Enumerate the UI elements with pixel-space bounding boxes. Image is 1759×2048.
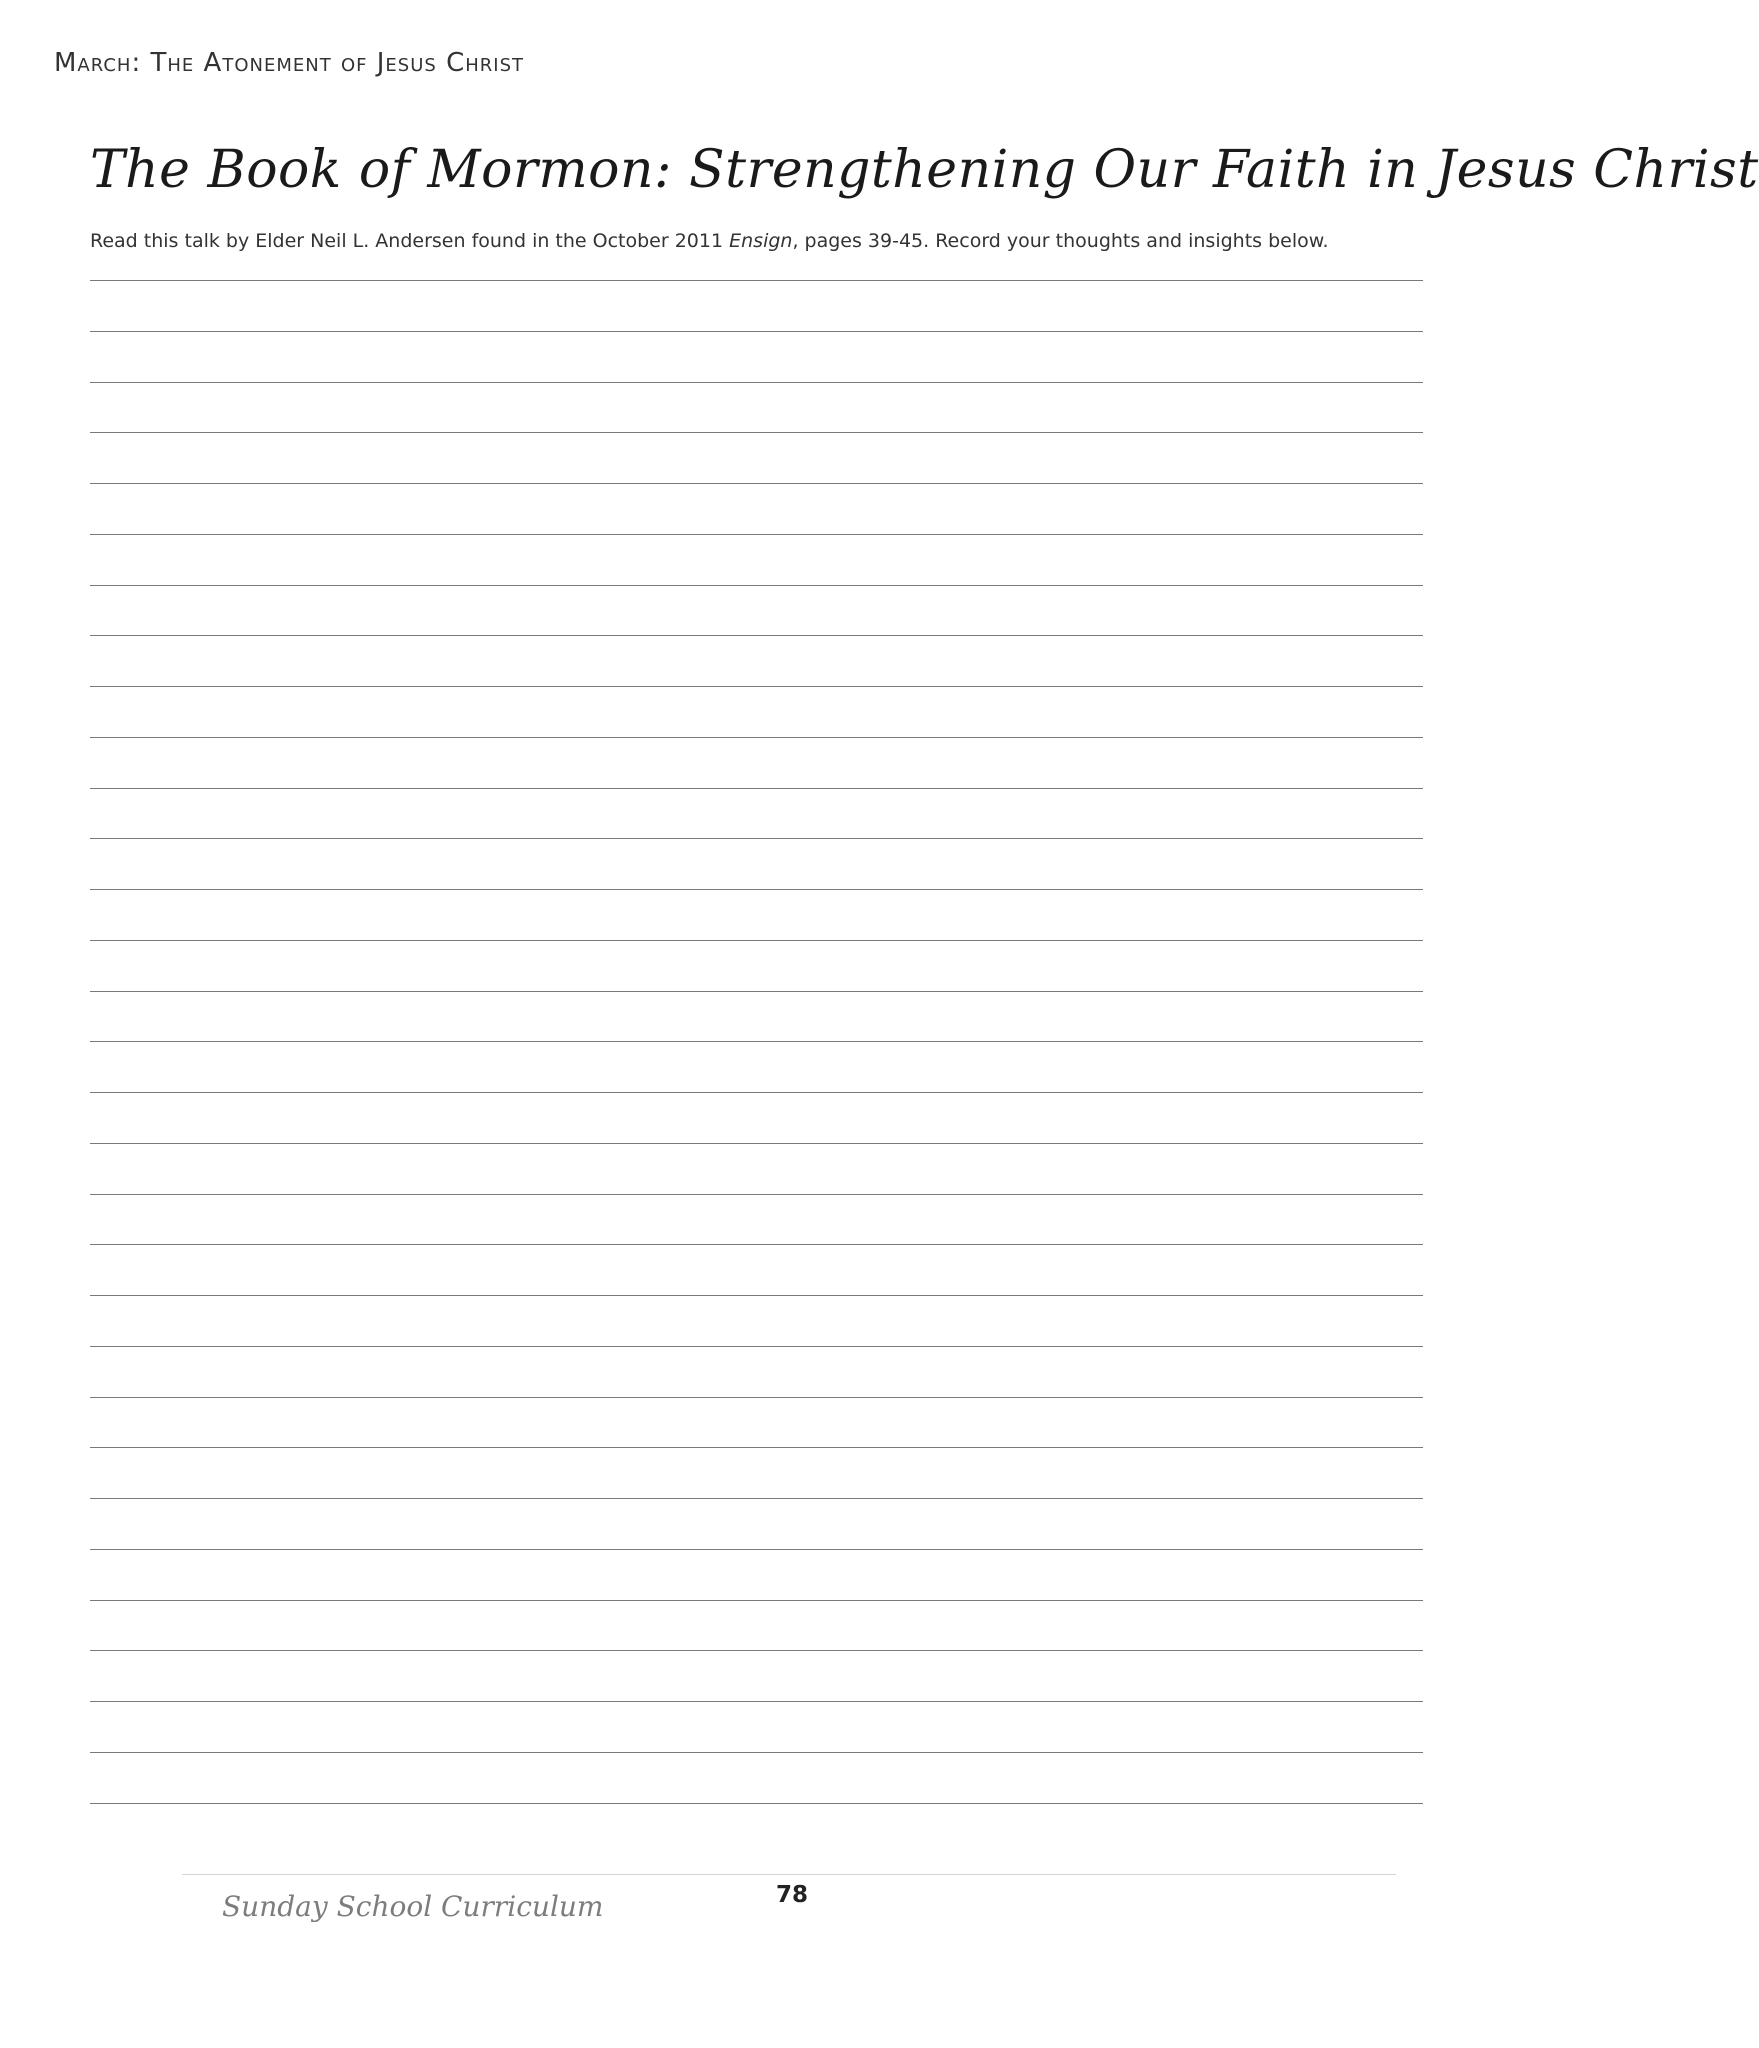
- writing-line: [90, 280, 1423, 281]
- instruction-text-start: Read this talk by Elder Neil L. Andersen found in the October 2011: [90, 230, 730, 252]
- writing-line: [90, 432, 1423, 433]
- writing-line: [90, 737, 1423, 738]
- writing-lines: [90, 280, 1423, 1820]
- writing-line: [90, 382, 1423, 383]
- writing-line: [90, 1041, 1423, 1042]
- writing-line: [90, 838, 1423, 839]
- writing-line: [90, 1701, 1423, 1702]
- writing-line: [90, 1397, 1423, 1398]
- page-title: The Book of Mormon: Strengthening Our Faith in Jesus Christ: [90, 140, 1759, 200]
- writing-line: [90, 1498, 1423, 1499]
- writing-line: [90, 788, 1423, 789]
- writing-line: [90, 483, 1423, 484]
- section-header: March: The Atonement of Jesus Christ: [54, 48, 524, 78]
- instruction-text: [90, 230, 1329, 252]
- writing-line: [90, 940, 1423, 941]
- footer-brand: Sunday School Curriculum: [222, 1890, 604, 1923]
- writing-line: [90, 1295, 1423, 1296]
- instruction-text-end: , pages 39-45. Record your thoughts and insights below.: [792, 230, 1329, 252]
- writing-line: [90, 1549, 1423, 1550]
- writing-line: [90, 1346, 1423, 1347]
- writing-line: [90, 1600, 1423, 1601]
- footer-divider: [182, 1874, 1396, 1875]
- instruction-publication: Ensign: [729, 230, 793, 252]
- writing-line: [90, 889, 1423, 890]
- writing-line: [90, 1447, 1423, 1448]
- writing-line: [90, 331, 1423, 332]
- writing-line: [90, 1650, 1423, 1651]
- writing-line: [90, 1092, 1423, 1093]
- writing-line: [90, 1752, 1423, 1753]
- page-number: 78: [776, 1882, 809, 1908]
- writing-line: [90, 635, 1423, 636]
- writing-line: [90, 991, 1423, 992]
- writing-line: [90, 1803, 1423, 1804]
- writing-line: [90, 686, 1423, 687]
- writing-line: [90, 1143, 1423, 1144]
- writing-line: [90, 1244, 1423, 1245]
- writing-line: [90, 1194, 1423, 1195]
- writing-line: [90, 585, 1423, 586]
- writing-line: [90, 534, 1423, 535]
